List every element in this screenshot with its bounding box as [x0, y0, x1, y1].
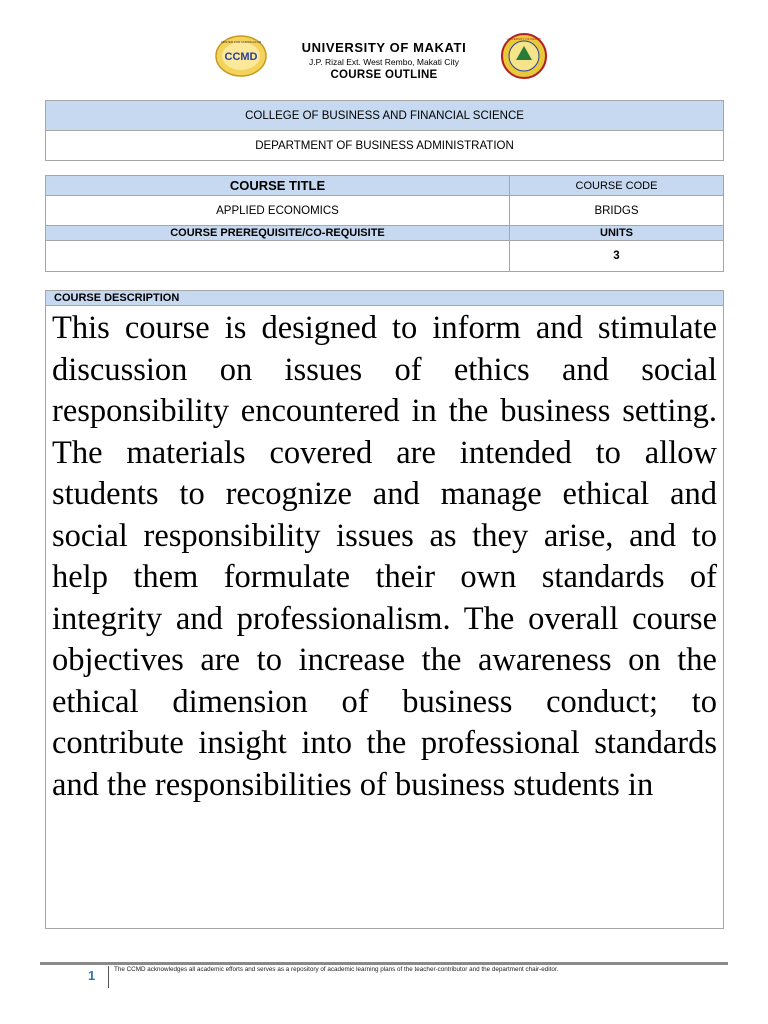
- university-seal-logo: [498, 32, 550, 80]
- seal-caption: UNIVERSITY OF MAKATI: [506, 37, 542, 41]
- ccmd-logo-text: CCMD: [224, 51, 258, 63]
- university-address: J.P. Rizal Ext. West Rembo, Makati City: [309, 57, 459, 67]
- college-department-table: [45, 100, 724, 161]
- university-name: UNIVERSITY OF MAKATI: [301, 40, 467, 55]
- course-description-table: [45, 290, 724, 929]
- footer-note: The CCMD acknowledges all academic efforts and serves as a repository of academic learning plans of the teacher-contributor and the department chair-editor.: [114, 966, 559, 973]
- page-number: 1: [88, 968, 96, 983]
- course-title-value: APPLIED ECONOMICS: [46, 196, 510, 226]
- course-description-text: This course is designed to inform and stimulate discussion on issues of ethics and social responsibility encountered in the business setting. The materials covered are intended to allow students to recognize and manage ethical and social responsibility issues as they arise, and to help them formulate their own standards of integrity and professionalism. The overall course objectives are to increase the awareness on the ethical dimension of business conduct; to contribute insight into the professional standards and the responsibilities of business students in: [46, 306, 724, 929]
- header-text: [276, 40, 492, 82]
- prerequisite-value: [46, 241, 510, 272]
- ccmd-logo-caption: CENTER FOR CURRICULUM: [220, 40, 262, 44]
- footer-divider: [40, 962, 728, 965]
- course-description-label: COURSE DESCRIPTION: [46, 291, 724, 306]
- units-value: 3: [510, 241, 724, 272]
- course-title-label: COURSE TITLE: [46, 176, 510, 196]
- units-label: UNITS: [510, 226, 724, 241]
- course-code-value: BRIDGS: [510, 196, 724, 226]
- footer-separator: [108, 966, 109, 988]
- department-name: DEPARTMENT OF BUSINESS ADMINISTRATION: [46, 131, 724, 161]
- course-code-label: COURSE CODE: [510, 176, 724, 196]
- ccmd-logo: [214, 34, 268, 78]
- prerequisite-label: COURSE PREREQUISITE/CO-REQUISITE: [46, 226, 510, 241]
- document-header: [0, 30, 768, 90]
- course-info-table: [45, 175, 724, 272]
- document-title: COURSE OUTLINE: [330, 69, 438, 81]
- college-name: COLLEGE OF BUSINESS AND FINANCIAL SCIENCE: [46, 101, 724, 131]
